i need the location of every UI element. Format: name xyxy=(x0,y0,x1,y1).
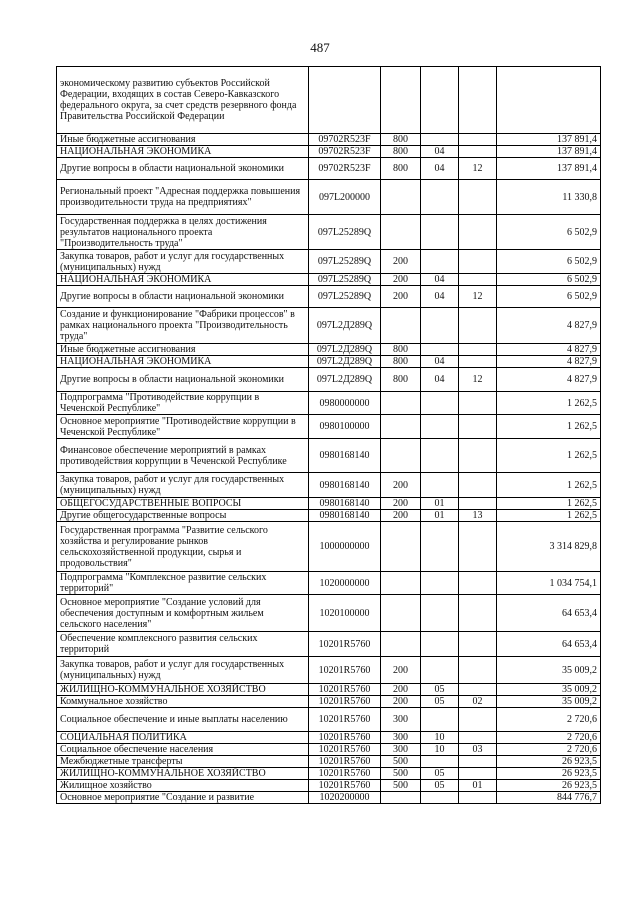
cell-rz xyxy=(421,632,459,657)
cell-rz xyxy=(421,415,459,439)
table-row xyxy=(57,344,601,356)
cell-pr: 01 xyxy=(459,780,497,792)
cell-pr xyxy=(459,792,497,804)
cell-rz: 05 xyxy=(421,768,459,780)
cell-pr xyxy=(459,67,497,134)
cell-vr xyxy=(381,180,421,215)
cell-name: Закупка товаров, работ и услуг для государственных (муниципальных) нужд xyxy=(57,657,309,684)
cell-name: Создание и функционирование "Фабрики процессов" в рамках национального проекта "Производительность труда" xyxy=(57,308,309,344)
cell-pr xyxy=(459,572,497,595)
cell-pr xyxy=(459,215,497,250)
cell-pr xyxy=(459,250,497,274)
cell-csr: 0980168140 xyxy=(309,510,381,522)
cell-csr: 097L25289Q xyxy=(309,250,381,274)
cell-name: Другие вопросы в области национальной экономики xyxy=(57,368,309,392)
cell-csr: 10201R5760 xyxy=(309,744,381,756)
cell-name: Основное мероприятие "Создание и развитие xyxy=(57,792,309,804)
cell-name: Иные бюджетные ассигнования xyxy=(57,134,309,146)
cell-vr xyxy=(381,439,421,473)
cell-amount: 11 330,8 xyxy=(497,180,601,215)
cell-vr: 200 xyxy=(381,473,421,498)
cell-rz xyxy=(421,473,459,498)
table-row xyxy=(57,473,601,498)
cell-amount: 35 009,2 xyxy=(497,696,601,708)
table-row xyxy=(57,158,601,180)
cell-vr: 800 xyxy=(381,146,421,158)
cell-csr: 09702R523F xyxy=(309,158,381,180)
cell-csr: 097L2Д289Q xyxy=(309,308,381,344)
cell-vr: 500 xyxy=(381,768,421,780)
table-row xyxy=(57,274,601,286)
cell-name: Жилищное хозяйство xyxy=(57,780,309,792)
cell-vr: 200 xyxy=(381,684,421,696)
table-row xyxy=(57,356,601,368)
cell-rz xyxy=(421,392,459,415)
cell-rz: 04 xyxy=(421,368,459,392)
cell-amount: 64 653,4 xyxy=(497,595,601,632)
cell-csr xyxy=(309,67,381,134)
cell-name: Основное мероприятие "Создание условий для обеспечения доступным и комфортным жильем сельского населения" xyxy=(57,595,309,632)
cell-pr xyxy=(459,274,497,286)
cell-rz: 05 xyxy=(421,684,459,696)
cell-name: Региональный проект "Адресная поддержка повышения производительности труда на предприятиях" xyxy=(57,180,309,215)
cell-vr xyxy=(381,392,421,415)
cell-amount: 2 720,6 xyxy=(497,732,601,744)
cell-name: Иные бюджетные ассигнования xyxy=(57,344,309,356)
cell-amount: 3 314 829,8 xyxy=(497,522,601,572)
cell-csr: 10201R5760 xyxy=(309,780,381,792)
cell-vr: 200 xyxy=(381,696,421,708)
cell-name: НАЦИОНАЛЬНАЯ ЭКОНОМИКА xyxy=(57,146,309,158)
cell-pr xyxy=(459,180,497,215)
cell-pr xyxy=(459,134,497,146)
table-row xyxy=(57,146,601,158)
cell-name: ЖИЛИЩНО-КОММУНАЛЬНОЕ ХОЗЯЙСТВО xyxy=(57,684,309,696)
table-row xyxy=(57,308,601,344)
cell-amount: 6 502,9 xyxy=(497,274,601,286)
cell-name: Государственная поддержка в целях достижения результатов национального проекта "Производительность труда" xyxy=(57,215,309,250)
cell-csr: 0980168140 xyxy=(309,473,381,498)
cell-name: экономическому развитию субъектов Российской Федерации, входящих в состав Северо-Кавказского федерального округа, за счет средств резервного фонда Правительства Российской Федерации xyxy=(57,67,309,134)
cell-name: НАЦИОНАЛЬНАЯ ЭКОНОМИКА xyxy=(57,274,309,286)
cell-vr: 200 xyxy=(381,510,421,522)
cell-name: Обеспечение комплексного развития сельских территорий xyxy=(57,632,309,657)
cell-rz: 04 xyxy=(421,286,459,308)
table-row xyxy=(57,215,601,250)
cell-rz: 05 xyxy=(421,780,459,792)
cell-rz xyxy=(421,439,459,473)
cell-pr xyxy=(459,595,497,632)
cell-pr xyxy=(459,439,497,473)
cell-amount: 6 502,9 xyxy=(497,215,601,250)
cell-csr: 1000000000 xyxy=(309,522,381,572)
cell-pr: 13 xyxy=(459,510,497,522)
cell-vr xyxy=(381,522,421,572)
cell-vr xyxy=(381,308,421,344)
cell-rz: 10 xyxy=(421,732,459,744)
cell-amount: 4 827,9 xyxy=(497,368,601,392)
cell-amount: 137 891,4 xyxy=(497,158,601,180)
table-row xyxy=(57,250,601,274)
cell-rz xyxy=(421,344,459,356)
table-row xyxy=(57,595,601,632)
cell-csr: 10201R5760 xyxy=(309,657,381,684)
cell-amount: 26 923,5 xyxy=(497,780,601,792)
cell-amount: 26 923,5 xyxy=(497,756,601,768)
cell-amount: 1 262,5 xyxy=(497,473,601,498)
cell-rz xyxy=(421,250,459,274)
cell-csr: 097L2Д289Q xyxy=(309,344,381,356)
cell-vr: 300 xyxy=(381,708,421,732)
cell-csr: 10201R5760 xyxy=(309,632,381,657)
cell-pr xyxy=(459,498,497,510)
cell-rz xyxy=(421,308,459,344)
cell-amount: 2 720,6 xyxy=(497,708,601,732)
cell-csr: 0980100000 xyxy=(309,415,381,439)
cell-vr xyxy=(381,572,421,595)
cell-rz xyxy=(421,67,459,134)
cell-rz: 01 xyxy=(421,510,459,522)
cell-csr: 10201R5760 xyxy=(309,708,381,732)
cell-csr: 1020000000 xyxy=(309,572,381,595)
cell-name: Финансовое обеспечение мероприятий в рамках противодействия коррупции в Чеченской Республике xyxy=(57,439,309,473)
cell-amount: 35 009,2 xyxy=(497,684,601,696)
cell-name: Другие вопросы в области национальной экономики xyxy=(57,286,309,308)
cell-amount: 1 262,5 xyxy=(497,510,601,522)
table-row xyxy=(57,792,601,804)
cell-amount: 4 827,9 xyxy=(497,344,601,356)
cell-pr xyxy=(459,522,497,572)
cell-rz xyxy=(421,708,459,732)
cell-vr: 300 xyxy=(381,744,421,756)
cell-name: ЖИЛИЩНО-КОММУНАЛЬНОЕ ХОЗЯЙСТВО xyxy=(57,768,309,780)
table-row xyxy=(57,439,601,473)
cell-name: СОЦИАЛЬНАЯ ПОЛИТИКА xyxy=(57,732,309,744)
table-row xyxy=(57,522,601,572)
page-number: 487 xyxy=(310,40,330,55)
cell-pr xyxy=(459,768,497,780)
cell-name: Другие общегосударственные вопросы xyxy=(57,510,309,522)
cell-amount: 1 262,5 xyxy=(497,439,601,473)
cell-name: Закупка товаров, работ и услуг для государственных (муниципальных) нужд xyxy=(57,250,309,274)
cell-csr: 097L25289Q xyxy=(309,274,381,286)
cell-name: Закупка товаров, работ и услуг для государственных (муниципальных) нужд xyxy=(57,473,309,498)
cell-name: Подпрограмма "Противодействие коррупции в Чеченской Республике" xyxy=(57,392,309,415)
cell-vr xyxy=(381,595,421,632)
cell-pr: 02 xyxy=(459,696,497,708)
budget-table xyxy=(56,66,601,804)
cell-rz: 05 xyxy=(421,696,459,708)
cell-vr: 500 xyxy=(381,756,421,768)
cell-name: Межбюджетные трансферты xyxy=(57,756,309,768)
cell-name: НАЦИОНАЛЬНАЯ ЭКОНОМИКА xyxy=(57,356,309,368)
table-row xyxy=(57,756,601,768)
cell-rz xyxy=(421,657,459,684)
cell-vr xyxy=(381,215,421,250)
table-row xyxy=(57,286,601,308)
table-row xyxy=(57,632,601,657)
cell-vr: 500 xyxy=(381,780,421,792)
cell-amount: 6 502,9 xyxy=(497,250,601,274)
table-row xyxy=(57,180,601,215)
table-row xyxy=(57,696,601,708)
cell-rz xyxy=(421,180,459,215)
cell-vr: 200 xyxy=(381,657,421,684)
cell-amount: 4 827,9 xyxy=(497,308,601,344)
cell-rz xyxy=(421,595,459,632)
table-row xyxy=(57,684,601,696)
table-row xyxy=(57,732,601,744)
cell-amount: 26 923,5 xyxy=(497,768,601,780)
cell-name: Подпрограмма "Комплексное развитие сельских территорий" xyxy=(57,572,309,595)
cell-amount: 137 891,4 xyxy=(497,146,601,158)
cell-rz: 04 xyxy=(421,146,459,158)
table-row xyxy=(57,780,601,792)
cell-csr: 1020100000 xyxy=(309,595,381,632)
cell-vr: 800 xyxy=(381,158,421,180)
cell-vr xyxy=(381,792,421,804)
cell-vr: 200 xyxy=(381,250,421,274)
cell-pr xyxy=(459,308,497,344)
cell-vr: 800 xyxy=(381,356,421,368)
cell-rz xyxy=(421,215,459,250)
cell-csr: 0980168140 xyxy=(309,498,381,510)
cell-name: Коммунальное хозяйство xyxy=(57,696,309,708)
cell-amount: 1 262,5 xyxy=(497,498,601,510)
cell-csr: 097L200000 xyxy=(309,180,381,215)
cell-pr xyxy=(459,632,497,657)
cell-amount: 1 034 754,1 xyxy=(497,572,601,595)
cell-name: Социальное обеспечение населения xyxy=(57,744,309,756)
cell-amount: 6 502,9 xyxy=(497,286,601,308)
cell-rz: 04 xyxy=(421,158,459,180)
cell-csr: 10201R5760 xyxy=(309,684,381,696)
cell-rz: 01 xyxy=(421,498,459,510)
cell-vr: 300 xyxy=(381,732,421,744)
cell-amount: 2 720,6 xyxy=(497,744,601,756)
cell-pr xyxy=(459,684,497,696)
table-row xyxy=(57,510,601,522)
cell-pr: 12 xyxy=(459,368,497,392)
table-row xyxy=(57,134,601,146)
cell-amount: 137 891,4 xyxy=(497,134,601,146)
cell-csr: 10201R5760 xyxy=(309,696,381,708)
table-row xyxy=(57,708,601,732)
cell-pr xyxy=(459,708,497,732)
cell-csr: 09702R523F xyxy=(309,146,381,158)
cell-name: Социальное обеспечение и иные выплаты населению xyxy=(57,708,309,732)
cell-pr xyxy=(459,146,497,158)
cell-rz xyxy=(421,134,459,146)
cell-csr: 097L2Д289Q xyxy=(309,368,381,392)
cell-pr: 03 xyxy=(459,744,497,756)
table-row xyxy=(57,498,601,510)
cell-csr: 0980168140 xyxy=(309,439,381,473)
cell-amount: 1 262,5 xyxy=(497,415,601,439)
cell-vr xyxy=(381,67,421,134)
cell-amount: 64 653,4 xyxy=(497,632,601,657)
cell-pr xyxy=(459,473,497,498)
cell-pr xyxy=(459,415,497,439)
cell-rz xyxy=(421,756,459,768)
cell-pr xyxy=(459,732,497,744)
cell-pr xyxy=(459,756,497,768)
cell-name: ОБЩЕГОСУДАРСТВЕННЫЕ ВОПРОСЫ xyxy=(57,498,309,510)
cell-csr: 097L25289Q xyxy=(309,286,381,308)
cell-csr: 10201R5760 xyxy=(309,732,381,744)
cell-rz xyxy=(421,572,459,595)
cell-vr: 200 xyxy=(381,286,421,308)
cell-csr: 097L2Д289Q xyxy=(309,356,381,368)
cell-pr xyxy=(459,356,497,368)
table-row xyxy=(57,768,601,780)
cell-pr xyxy=(459,657,497,684)
table-row xyxy=(57,67,601,134)
cell-pr xyxy=(459,344,497,356)
cell-rz: 04 xyxy=(421,274,459,286)
cell-vr: 800 xyxy=(381,134,421,146)
cell-pr: 12 xyxy=(459,158,497,180)
cell-amount: 844 776,7 xyxy=(497,792,601,804)
cell-amount: 1 262,5 xyxy=(497,392,601,415)
cell-csr: 1020200000 xyxy=(309,792,381,804)
cell-name: Другие вопросы в области национальной экономики xyxy=(57,158,309,180)
cell-rz xyxy=(421,522,459,572)
table-row xyxy=(57,392,601,415)
table-row xyxy=(57,657,601,684)
cell-csr: 10201R5760 xyxy=(309,768,381,780)
table-row xyxy=(57,368,601,392)
table-row xyxy=(57,572,601,595)
cell-name: Государственная программа "Развитие сельского хозяйства и регулирование рынков сельскохозяйственной продукции, сырья и продовольствия" xyxy=(57,522,309,572)
table-row xyxy=(57,744,601,756)
cell-csr: 0980000000 xyxy=(309,392,381,415)
cell-amount xyxy=(497,67,601,134)
cell-rz: 04 xyxy=(421,356,459,368)
cell-amount: 35 009,2 xyxy=(497,657,601,684)
cell-rz: 10 xyxy=(421,744,459,756)
cell-csr: 09702R523F xyxy=(309,134,381,146)
cell-vr: 800 xyxy=(381,344,421,356)
cell-name: Основное мероприятие "Противодействие коррупции в Чеченской Республике" xyxy=(57,415,309,439)
cell-vr xyxy=(381,632,421,657)
cell-vr: 200 xyxy=(381,498,421,510)
cell-csr: 097L25289Q xyxy=(309,215,381,250)
cell-vr xyxy=(381,415,421,439)
cell-amount: 4 827,9 xyxy=(497,356,601,368)
cell-pr: 12 xyxy=(459,286,497,308)
cell-csr: 10201R5760 xyxy=(309,756,381,768)
cell-pr xyxy=(459,392,497,415)
table-row xyxy=(57,415,601,439)
cell-vr: 200 xyxy=(381,274,421,286)
cell-rz xyxy=(421,792,459,804)
cell-vr: 800 xyxy=(381,368,421,392)
